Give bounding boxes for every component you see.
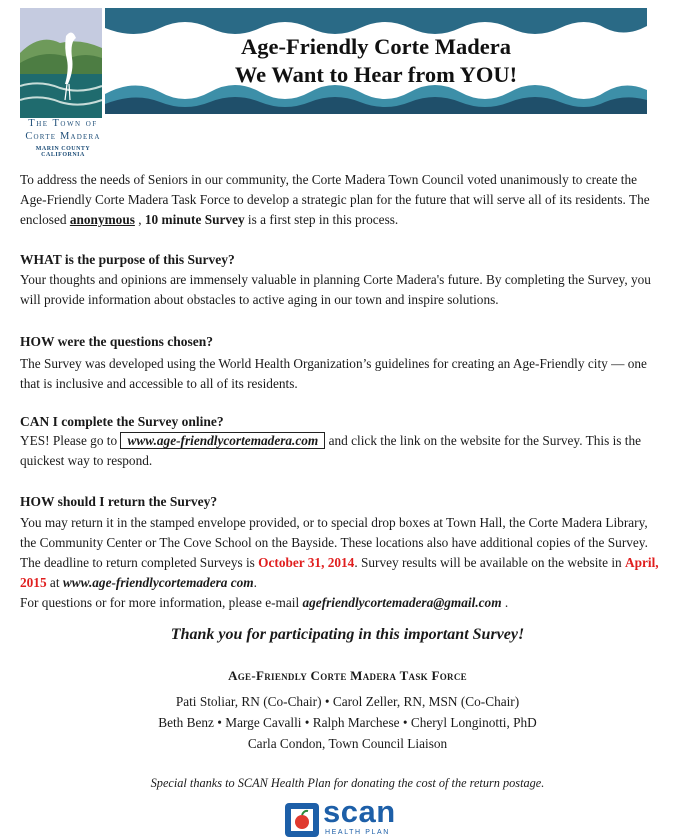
anonymous-text: anonymous: [69, 212, 135, 227]
scan-health-plan-logo: [285, 794, 415, 839]
return-text-3: at: [46, 575, 63, 590]
return-text-2: . Survey results will be available on the website in: [354, 555, 626, 570]
contact-text-2: .: [501, 595, 509, 610]
thank-you-line: Thank you for participating in this important Survey!: [170, 626, 525, 643]
task-force-line1: Pati Stoliar, RN (Co-Chair) • Carol Zeller, RN, MSN (Co-Chair): [175, 694, 520, 709]
return-text-1: You may return it in the stamped envelope provided, or to special drop boxes at Town Hall, the Corte Madera Library, the Community Center or The Cove School on the Bayside. These locations also have additional copies of the Survey. The deadline to return completed Surveys is: [20, 515, 648, 570]
deadline-date: October 31, 2014: [258, 555, 355, 570]
scan-logo-name: scan: [323, 794, 396, 829]
online-body: [20, 431, 660, 471]
task-force-title: Age-Friendly Corte Madera Task Force: [228, 668, 467, 683]
page-title-line1: Age-Friendly Corte Madera: [241, 34, 511, 59]
what-body: Your thoughts and opinions are immensely valuable in planning Corte Madera's future. By completing the Survey, you will provide information about obstacles to active aging in our town and inspire solutions.: [20, 272, 651, 307]
contact-email[interactable]: agefriendlycortemadera@gmail.com: [302, 595, 502, 610]
intro-paragraph: [20, 170, 660, 230]
online-text-2: and click the link on the website for the Survey. This is the quickest way to respond.: [20, 433, 642, 468]
intro-text-3: is a first step in this process.: [244, 212, 399, 227]
ten-minute-text: 10 minute Survey: [144, 212, 245, 227]
return-body: [20, 513, 660, 613]
task-force-line3: Carla Condon, Town Council Liaison: [247, 736, 448, 751]
online-text-1: YES! Please go to: [20, 433, 121, 448]
special-thanks: Special thanks to SCAN Health Plan for donating the cost of the return postage.: [150, 776, 545, 790]
page-title-line2: We Want to Hear from YOU!: [234, 62, 518, 87]
logo-town-label: The Town of: [28, 118, 98, 129]
task-force-line2: Beth Benz • Marge Cavalli • Ralph Marchese • Cheryl Longinotti, PhD: [158, 715, 537, 730]
contact-text-1: For questions or for more information, please e-mail: [20, 595, 303, 610]
website-link-2[interactable]: www.age-friendlycortemadera com: [62, 575, 254, 590]
what-heading: WHAT is the purpose of this Survey?: [20, 252, 235, 267]
intro-text-2: ,: [134, 212, 145, 227]
scan-logo-icon: [285, 803, 319, 837]
website-link[interactable]: www.age-friendlycortemadera.com: [120, 432, 325, 449]
town-logo-image: [20, 8, 102, 118]
scan-logo-sub: HEALTH PLAN: [325, 829, 390, 836]
intro-text-1: To address the needs of Seniors in our community, the Corte Madera Town Council voted unanimously to create the Age-Friendly Corte Madera Task Force to develop a strategic plan for the future that will serve all of its residents. The enclosed: [20, 172, 650, 227]
return-text-4: .: [253, 575, 257, 590]
how-chosen-body: The Survey was developed using the World Health Organization’s guidelines for creating an Age-Friendly city — one that is inclusive and accessible to all of its residents.: [20, 356, 647, 391]
how-chosen-heading: HOW were the questions chosen?: [20, 334, 214, 349]
online-heading: CAN I complete the Survey online?: [20, 414, 224, 429]
return-heading: HOW should I return the Survey?: [20, 494, 218, 509]
results-date: April, 2015: [20, 555, 659, 590]
logo-county: MARIN COUNTY CALIFORNIA: [35, 146, 91, 158]
logo-town-name: Corte Madera: [25, 131, 101, 142]
